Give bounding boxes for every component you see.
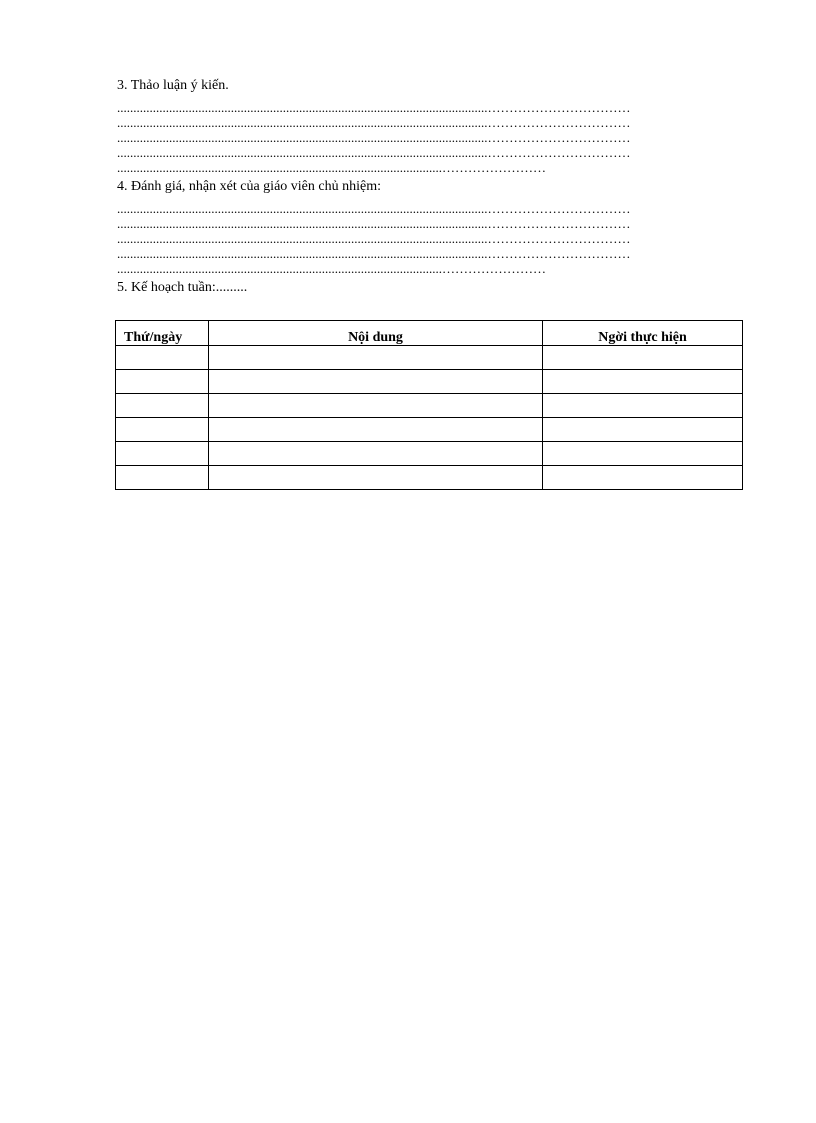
dotted-line: ..................................................................................................................…………………………… bbox=[117, 115, 631, 130]
table-cell-content bbox=[209, 418, 543, 442]
table-cell-performer bbox=[543, 418, 743, 442]
teacher-review-answer-lines bbox=[117, 201, 742, 276]
dotted-line: ..................................................................................................................…………………………… bbox=[117, 130, 631, 145]
table-cell-day bbox=[116, 370, 209, 394]
column-header-day: Thứ/ngày bbox=[116, 321, 209, 346]
weekly-plan-table bbox=[115, 320, 743, 490]
table-row bbox=[116, 394, 743, 418]
section-discussion bbox=[117, 77, 742, 175]
table-cell-content bbox=[209, 466, 543, 490]
table-cell-performer bbox=[543, 370, 743, 394]
section-weekly-plan bbox=[117, 279, 742, 345]
table-cell-day bbox=[116, 394, 209, 418]
table-row bbox=[116, 418, 743, 442]
dotted-line: ..................................................................................................................…………………………… bbox=[117, 145, 631, 160]
table-cell-performer bbox=[543, 394, 743, 418]
table-header-row bbox=[116, 321, 743, 346]
table-cell-content bbox=[209, 394, 543, 418]
dotted-line: ....................................................................................................…………………… bbox=[117, 261, 546, 276]
table-cell-content bbox=[209, 442, 543, 466]
column-header-performer: Ngời thực hiện bbox=[543, 321, 743, 346]
table-cell-day bbox=[116, 346, 209, 370]
section-teacher-review bbox=[117, 178, 742, 276]
table-cell-day bbox=[116, 418, 209, 442]
table-row bbox=[116, 370, 743, 394]
table-cell-performer bbox=[543, 466, 743, 490]
column-header-content: Nội dung bbox=[209, 321, 543, 346]
document-page bbox=[117, 77, 742, 345]
discussion-answer-lines bbox=[117, 100, 742, 175]
section-heading-discussion: 3. Thảo luận ý kiến. bbox=[117, 78, 229, 93]
table-cell-performer bbox=[543, 442, 743, 466]
table-row bbox=[116, 442, 743, 466]
dotted-line: ..................................................................................................................…………………………… bbox=[117, 100, 631, 115]
dotted-line: ..................................................................................................................…………………………… bbox=[117, 246, 631, 261]
table-row bbox=[116, 346, 743, 370]
dotted-line: ..................................................................................................................…………………………… bbox=[117, 216, 631, 231]
dotted-line: ..................................................................................................................…………………………… bbox=[117, 201, 631, 216]
table-cell-day bbox=[116, 442, 209, 466]
dotted-line: ..................................................................................................................…………………………… bbox=[117, 231, 631, 246]
table-row bbox=[116, 466, 743, 490]
section-heading-teacher-review: 4. Đánh giá, nhận xét của giáo viên chủ nhiệm: bbox=[117, 179, 381, 194]
table-cell-content bbox=[209, 346, 543, 370]
section-heading-weekly-plan: 5. Kế hoạch tuần:......... bbox=[117, 280, 248, 295]
table-cell-day bbox=[116, 466, 209, 490]
table-cell-performer bbox=[543, 346, 743, 370]
dotted-line: ....................................................................................................…………………… bbox=[117, 160, 546, 175]
table-cell-content bbox=[209, 370, 543, 394]
